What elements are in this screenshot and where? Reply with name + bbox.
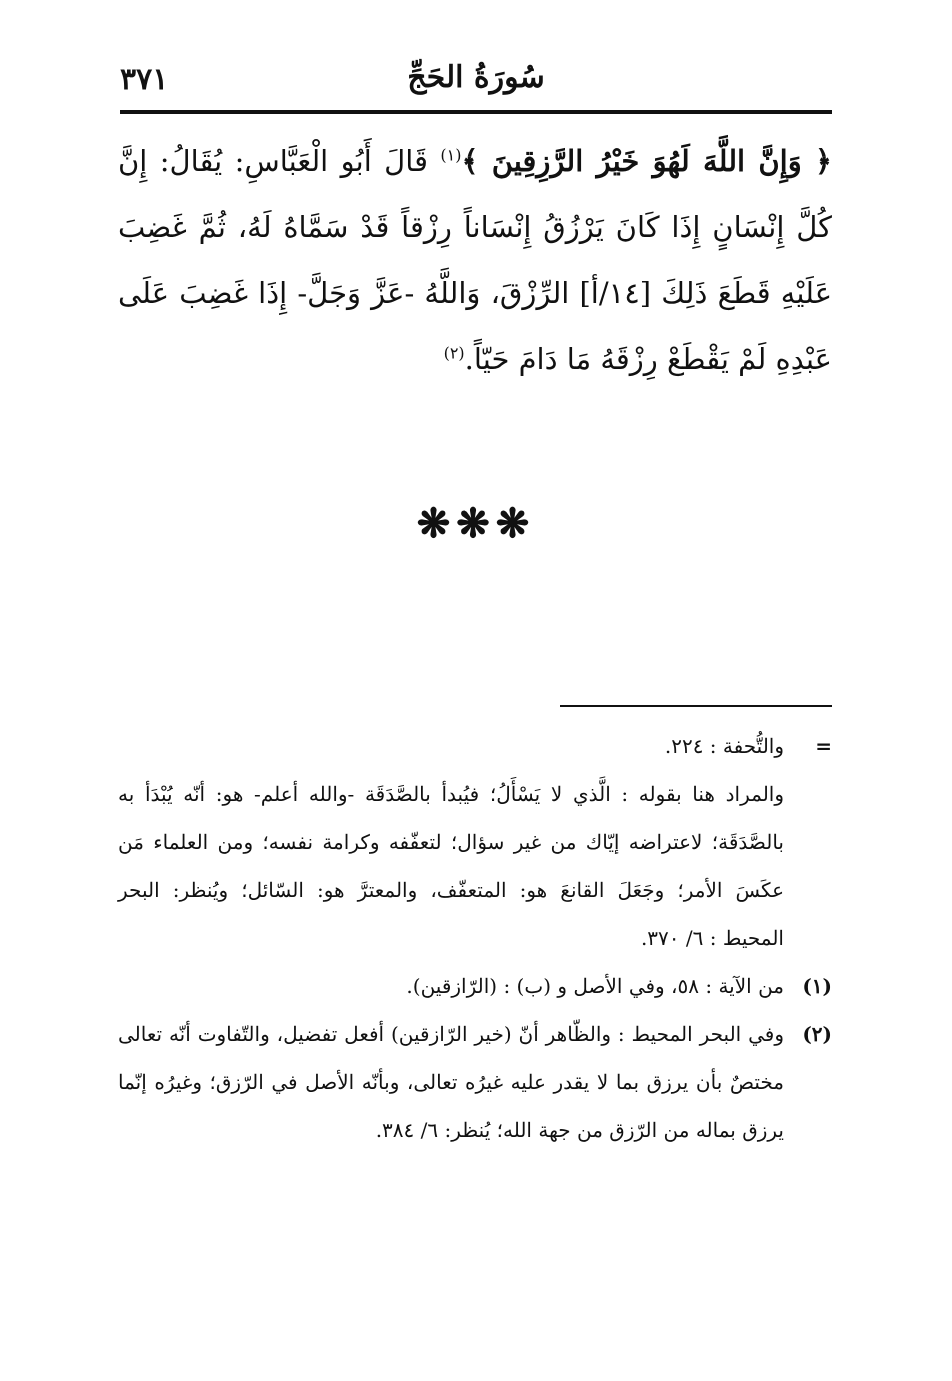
footnote-1-text: من الآية : ٥٨، وفي الأصل و (ب) : (الرّازقين). — [406, 974, 784, 998]
page-header — [120, 56, 832, 106]
page-number: ٣٧١ — [120, 62, 169, 97]
footnote-ref-1: (١) — [440, 145, 462, 165]
continuation-mark: = — [815, 734, 832, 758]
footnote-rule — [560, 705, 832, 707]
footnote-ref-2: (٢) — [443, 343, 465, 363]
footnote-2 — [118, 1010, 832, 1154]
quran-verse: ﴿ وَإِنَّ اللَّهَ لَهُوَ خَيْرُ الرَّزِقِينَ ﴾ — [461, 144, 833, 178]
footnote-2-mark: (٢) — [802, 1022, 832, 1046]
surah-title: سُورَةُ الحَجِّ — [407, 60, 545, 95]
footnote-1 — [118, 962, 832, 1010]
header-rule — [120, 110, 832, 114]
section-separator: ❋❋❋ — [416, 500, 536, 547]
footnote-continuation — [118, 722, 832, 770]
footnote-2-text: وفي البحر المحيط : والظّاهر أنّ (خير الرّازقين) أفعل تفضيل، والتّفاوت أنّه تعالى مختصٌ بأن يرزق بما لا يقدر عليه غيرُه تعالى، وبأنّه الأصل في الرّزق؛ وغيرُه إنّما يرزق بماله من الرّزق من جهة الله؛ يُنظر: ٦/ ٣٨٤. — [118, 1022, 784, 1142]
main-text — [118, 128, 832, 392]
footnote-1-mark: (١) — [802, 974, 832, 998]
continuation-paragraph: والمراد هنا بقوله : الَّذي لا يَسْأَلُ؛ فيُبدأ بالصَّدَقَة -والله أعلم- هو: أنّه يُبْدَأ به بالصَّدَقَة؛ لاعتراضه إيّاك من غير سؤال؛ لتعفّفه وكرامة نفسه؛ ومن العلماء مَن عكَسَ الأمر؛ وجَعَلَ القانعَ هو: المتعفّف، والمعترَّ هو: السّائل؛ ويُنظر: البحر المحيط : ٦/ ٣٧٠. — [118, 782, 784, 950]
footnotes — [118, 722, 832, 1154]
commentary-text: قَالَ أَبُو الْعَبَّاسِ: يُقَالُ: إِنَّ كُلَّ إِنْسَانٍ إِذَا كَانَ يَرْزُقُ إِنْسَاناً رِزْقاً قَدْ سَمَّاهُ لَهُ، ثُمَّ غَضِبَ عَلَيْهِ قَطَعَ ذَلِكَ [١٤/أ] الرِّزْقَ، وَاللَّهُ -عَزَّ وَجَلَّ- إِذَا غَضِبَ عَلَى عَبْدِهِ لَمْ يَقْطَعْ رِزْقَهُ مَا دَامَ حَيّاً. — [118, 144, 832, 376]
continuation-first-line: والتُّحفة : ٢٢٤. — [664, 734, 784, 758]
